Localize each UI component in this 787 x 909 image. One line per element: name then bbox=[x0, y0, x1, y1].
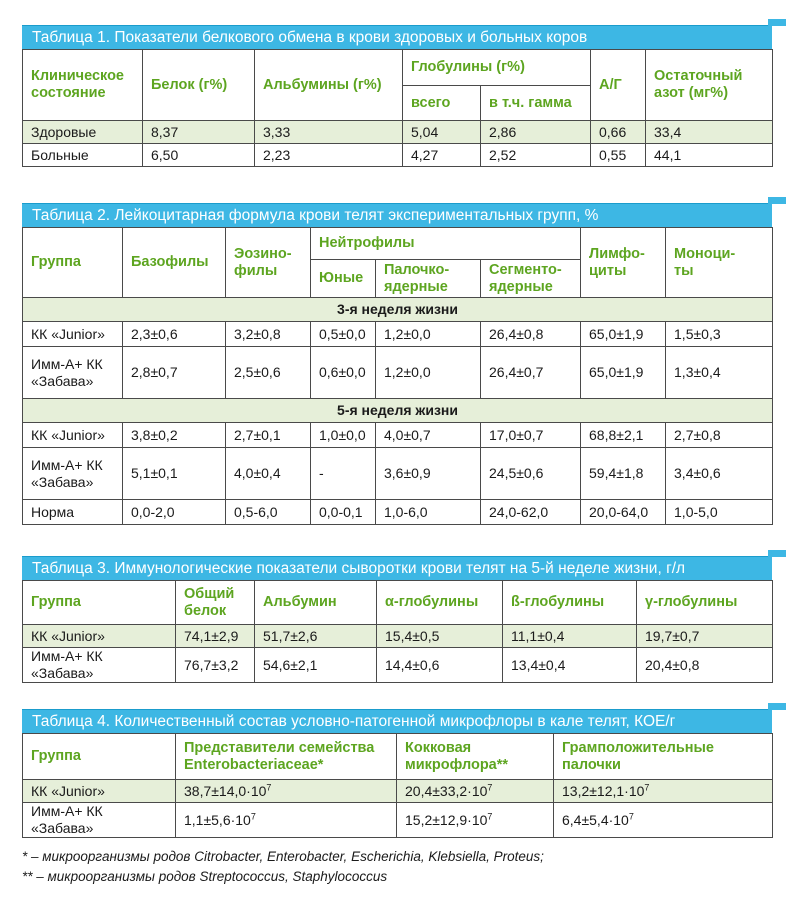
footnote-1: * – микроорганизмы родов Citrobacter, Enterobacter, Escherichia, Klebsiella, Proteus; bbox=[22, 849, 544, 864]
cell: 2,8±0,7 bbox=[123, 347, 226, 399]
cell: 2,86 bbox=[481, 121, 591, 144]
exponent: 7 bbox=[250, 810, 256, 821]
cell bbox=[397, 780, 554, 803]
table-row bbox=[23, 625, 773, 648]
table-4-grid bbox=[22, 733, 773, 838]
header-enterobacteria-line2: Enterobacteriaceae* bbox=[184, 756, 324, 773]
header-enterobacteria-line1: Представители семейства bbox=[184, 739, 375, 756]
cell: 0,0-0,1 bbox=[311, 500, 376, 525]
header-albumin: Альбумины (г%) bbox=[255, 50, 403, 121]
cell: 1,3±0,4 bbox=[666, 347, 773, 399]
cell: КК «Junior» bbox=[23, 780, 176, 803]
header-eos-line2: филы bbox=[234, 262, 278, 279]
header-albumin: Альбумин bbox=[255, 581, 377, 625]
header-lymph bbox=[581, 228, 666, 298]
header-cocci-line1: Кокковая bbox=[405, 739, 472, 756]
table-row bbox=[23, 648, 773, 683]
cell: 1,0-5,0 bbox=[666, 500, 773, 525]
table-row bbox=[23, 144, 773, 167]
header-mono bbox=[666, 228, 773, 298]
cell: 26,4±0,8 bbox=[481, 322, 581, 347]
cell: 4,27 bbox=[403, 144, 481, 167]
header-lymph-line2: циты bbox=[589, 262, 627, 279]
cell: Норма bbox=[23, 500, 123, 525]
cell: 0,5-6,0 bbox=[226, 500, 311, 525]
cell: КК «Junior» bbox=[23, 322, 123, 347]
header-seg-line1: Сегменто- bbox=[489, 261, 562, 278]
header-lymph-line1: Лимфо- bbox=[589, 245, 645, 262]
cell: 6,50 bbox=[143, 144, 255, 167]
cell: 24,5±0,6 bbox=[481, 448, 581, 500]
cell: 4,0±0,4 bbox=[226, 448, 311, 500]
cell: 1,0±0,0 bbox=[311, 423, 376, 448]
table-3-title: Таблица 3. Иммунологические показатели сыворотки крови телят на 5-й неделе жизни, г/л bbox=[22, 556, 772, 580]
value: 1,1±5,6·10 bbox=[184, 811, 251, 828]
cell: - bbox=[311, 448, 376, 500]
cell: 5,1±0,1 bbox=[123, 448, 226, 500]
header-gamma: γ-глобулины bbox=[637, 581, 773, 625]
section-week-3: 3-я неделя жизни bbox=[23, 298, 773, 322]
cell: 2,7±0,1 bbox=[226, 423, 311, 448]
header-alpha: α-глобулины bbox=[377, 581, 503, 625]
row-name-line2: «Забава» bbox=[31, 473, 94, 490]
header-cocci bbox=[397, 734, 554, 780]
table-1 bbox=[22, 25, 772, 167]
header-eos-line1: Эозино- bbox=[234, 245, 292, 262]
cell: 19,7±0,7 bbox=[637, 625, 773, 648]
table-4-title: Таблица 4. Количественный состав условно-патогенной микрофлоры в кале телят, КОЕ/г bbox=[22, 709, 772, 733]
cell: 2,52 bbox=[481, 144, 591, 167]
table-row bbox=[23, 322, 773, 347]
header-ag: А/Г bbox=[591, 50, 646, 121]
cell: 20,4±0,8 bbox=[637, 648, 773, 683]
table-row bbox=[23, 803, 773, 838]
cell: 68,8±2,1 bbox=[581, 423, 666, 448]
row-name-cell bbox=[23, 347, 123, 399]
table-2-grid bbox=[22, 227, 773, 525]
header-enterobacteria bbox=[176, 734, 397, 780]
header-band-line2: ядерные bbox=[384, 278, 448, 295]
cell: 0,55 bbox=[591, 144, 646, 167]
header-baso: Базофилы bbox=[123, 228, 226, 298]
cell: 0,66 bbox=[591, 121, 646, 144]
cell: 5,04 bbox=[403, 121, 481, 144]
table-3-grid bbox=[22, 580, 773, 683]
value: 15,2±12,9·10 bbox=[405, 811, 488, 828]
cell: 74,1±2,9 bbox=[176, 625, 255, 648]
cell: 13,4±0,4 bbox=[503, 648, 637, 683]
value: 13,2±12,1·10 bbox=[562, 782, 645, 799]
value: 38,7±14,0·10 bbox=[184, 782, 267, 799]
cell: 44,1 bbox=[646, 144, 773, 167]
cell bbox=[554, 780, 773, 803]
cell: 17,0±0,7 bbox=[481, 423, 581, 448]
cell: 2,23 bbox=[255, 144, 403, 167]
cell: 65,0±1,9 bbox=[581, 322, 666, 347]
table-row bbox=[23, 121, 773, 144]
header-gram-positive bbox=[554, 734, 773, 780]
cell: 3,6±0,9 bbox=[376, 448, 481, 500]
cell bbox=[554, 803, 773, 838]
cell: КК «Junior» bbox=[23, 423, 123, 448]
footnote-2: ** – микроорганизмы родов Streptococcus, Staphylococcus bbox=[22, 869, 388, 884]
header-nitrogen: Остаточный азот (мг%) bbox=[646, 50, 773, 121]
cell: 2,5±0,6 bbox=[226, 347, 311, 399]
cell: 51,7±2,6 bbox=[255, 625, 377, 648]
cell: Имм-А+ КК «Забава» bbox=[23, 648, 176, 683]
header-group: Группа bbox=[23, 581, 176, 625]
exponent: 7 bbox=[487, 810, 493, 821]
table-row bbox=[23, 500, 773, 525]
cell: 11,1±0,4 bbox=[503, 625, 637, 648]
cell: 3,2±0,8 bbox=[226, 322, 311, 347]
header-state: Клиническое состояние bbox=[23, 50, 143, 121]
cell: 0,0-2,0 bbox=[123, 500, 226, 525]
cell: 54,6±2,1 bbox=[255, 648, 377, 683]
header-beta: ß-глобулины bbox=[503, 581, 637, 625]
header-neutro: Нейтрофилы bbox=[311, 228, 581, 260]
table-row bbox=[23, 448, 773, 500]
header-gram-positive-line1: Грамположительные bbox=[562, 739, 714, 756]
section-week-5: 5-я неделя жизни bbox=[23, 399, 773, 423]
header-group: Группа bbox=[23, 228, 123, 298]
table-1-title: Таблица 1. Показатели белкового обмена в крови здоровых и больных коров bbox=[22, 25, 772, 49]
header-mono-line2: ты bbox=[674, 262, 694, 279]
cell: 2,3±0,6 bbox=[123, 322, 226, 347]
table-2 bbox=[22, 203, 772, 525]
header-band bbox=[376, 260, 481, 298]
cell: 4,0±0,7 bbox=[376, 423, 481, 448]
cell: 1,5±0,3 bbox=[666, 322, 773, 347]
header-globulins: Глобулины (г%) bbox=[403, 50, 591, 86]
cell: 76,7±3,2 bbox=[176, 648, 255, 683]
cell: 2,7±0,8 bbox=[666, 423, 773, 448]
header-seg-line2: ядерные bbox=[489, 278, 553, 295]
value: 6,4±5,4·10 bbox=[562, 811, 629, 828]
cell bbox=[176, 780, 397, 803]
row-name-line1: Имм-А+ КК bbox=[31, 456, 103, 473]
header-cocci-line2: микрофлора** bbox=[405, 756, 509, 773]
header-total-protein-line2: белок bbox=[184, 602, 227, 619]
exponent: 7 bbox=[628, 810, 634, 821]
cell: 20,0-64,0 bbox=[581, 500, 666, 525]
cell bbox=[397, 803, 554, 838]
table-row bbox=[23, 347, 773, 399]
table-row bbox=[23, 423, 773, 448]
cell: 0,6±0,0 bbox=[311, 347, 376, 399]
table-row bbox=[23, 780, 773, 803]
header-mono-line1: Моноци- bbox=[674, 245, 736, 262]
cell: 1,0-6,0 bbox=[376, 500, 481, 525]
header-total-protein bbox=[176, 581, 255, 625]
row-name-cell bbox=[23, 448, 123, 500]
cell: 3,4±0,6 bbox=[666, 448, 773, 500]
row-name-line2: «Забава» bbox=[31, 372, 94, 389]
table-1-grid bbox=[22, 49, 773, 167]
cell: Больные bbox=[23, 144, 143, 167]
table-4 bbox=[22, 709, 772, 838]
header-eos bbox=[226, 228, 311, 298]
table-3 bbox=[22, 556, 772, 683]
cell bbox=[176, 803, 397, 838]
exponent: 7 bbox=[644, 781, 650, 792]
cell: 1,2±0,0 bbox=[376, 347, 481, 399]
cell: 24,0-62,0 bbox=[481, 500, 581, 525]
header-gram-positive-line2: палочки bbox=[562, 756, 621, 773]
cell: 33,4 bbox=[646, 121, 773, 144]
cell: 65,0±1,9 bbox=[581, 347, 666, 399]
cell: 3,8±0,2 bbox=[123, 423, 226, 448]
cell: 59,4±1,8 bbox=[581, 448, 666, 500]
row-name-line1: Имм-А+ КК bbox=[31, 355, 103, 372]
value: 20,4±33,2·10 bbox=[405, 782, 488, 799]
exponent: 7 bbox=[266, 781, 272, 792]
cell: КК «Junior» bbox=[23, 625, 176, 648]
exponent: 7 bbox=[487, 781, 493, 792]
cell: Имм-А+ КК «Забава» bbox=[23, 803, 176, 838]
header-total-protein-line1: Общий bbox=[184, 585, 235, 602]
cell: 1,2±0,0 bbox=[376, 322, 481, 347]
cell: 3,33 bbox=[255, 121, 403, 144]
cell: 15,4±0,5 bbox=[377, 625, 503, 648]
cell: 0,5±0,0 bbox=[311, 322, 376, 347]
cell: 26,4±0,7 bbox=[481, 347, 581, 399]
cell: Здоровые bbox=[23, 121, 143, 144]
cell: 14,4±0,6 bbox=[377, 648, 503, 683]
header-group: Группа bbox=[23, 734, 176, 780]
header-young: Юные bbox=[311, 260, 376, 298]
header-protein: Белок (г%) bbox=[143, 50, 255, 121]
header-seg bbox=[481, 260, 581, 298]
cell: 8,37 bbox=[143, 121, 255, 144]
header-globulins-total: всего bbox=[403, 86, 481, 121]
header-band-line1: Палочко- bbox=[384, 261, 450, 278]
header-globulins-gamma: в т.ч. гамма bbox=[481, 86, 591, 121]
table-2-title: Таблица 2. Лейкоцитарная формула крови телят экспериментальных групп, % bbox=[22, 203, 772, 227]
